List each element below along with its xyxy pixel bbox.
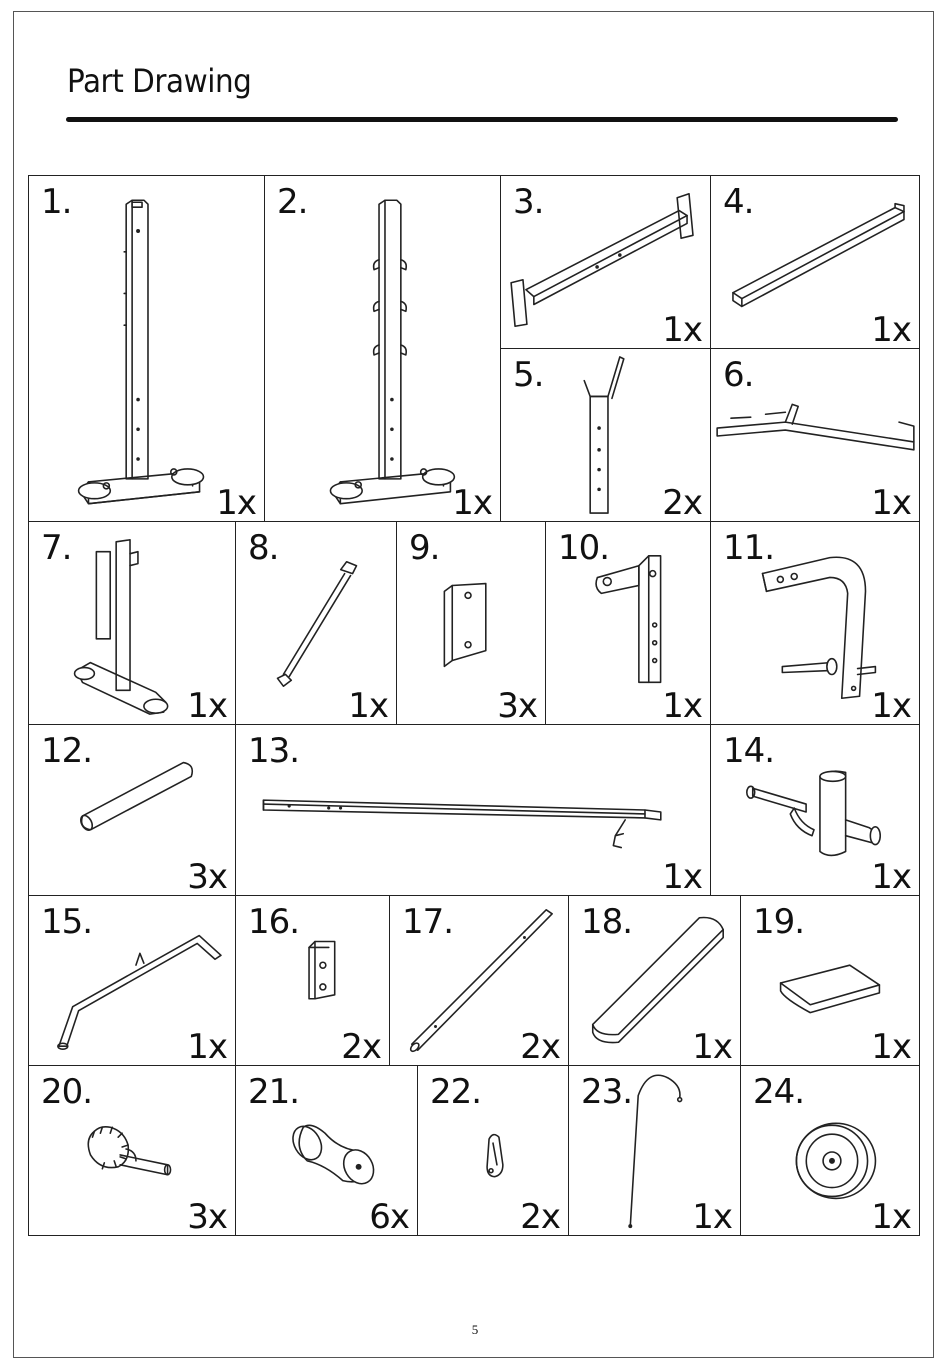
- part-cell-1: [28, 175, 265, 522]
- part-number: 8.: [248, 528, 279, 568]
- part-cell-24: [740, 1065, 920, 1236]
- part-number: 12.: [41, 731, 93, 771]
- part-cell-20: [28, 1065, 236, 1236]
- part-cell-8: [235, 521, 397, 725]
- part-number: 20.: [41, 1072, 93, 1112]
- part-number: 5.: [513, 355, 544, 395]
- upright-post-hooks-icon: [265, 176, 500, 521]
- part-cell-9: [396, 521, 546, 725]
- part-number: 18.: [581, 902, 633, 942]
- part-quantity: 6x: [369, 1197, 409, 1236]
- part-number: 16.: [248, 902, 300, 942]
- part-cell-16: [235, 895, 390, 1066]
- page-title: Part Drawing: [67, 62, 252, 100]
- part-number: 10.: [558, 528, 610, 568]
- part-number: 11.: [723, 528, 775, 568]
- part-cell-2: [264, 175, 501, 522]
- part-quantity: 2x: [341, 1027, 381, 1066]
- part-number: 19.: [753, 902, 805, 942]
- part-cell-13: [235, 724, 711, 896]
- title-underline: [66, 117, 898, 122]
- part-quantity: 2x: [520, 1027, 560, 1066]
- part-quantity: 1x: [348, 686, 388, 725]
- part-cell-22: [417, 1065, 569, 1236]
- part-number: 23.: [581, 1072, 633, 1112]
- part-quantity: 1x: [452, 483, 492, 522]
- part-quantity: 1x: [662, 686, 702, 725]
- part-cell-3: [500, 175, 711, 349]
- part-cell-6: [710, 348, 920, 522]
- part-number: 13.: [248, 731, 300, 771]
- part-quantity: 1x: [871, 1197, 911, 1236]
- part-cell-15: [28, 895, 236, 1066]
- part-number: 9.: [409, 528, 440, 568]
- part-number: 24.: [753, 1072, 805, 1112]
- part-quantity: 3x: [187, 857, 227, 896]
- part-number: 3.: [513, 182, 544, 222]
- part-quantity: 2x: [520, 1197, 560, 1236]
- part-quantity: 2x: [662, 483, 702, 522]
- part-number: 1.: [41, 182, 72, 222]
- part-quantity: 1x: [871, 1027, 911, 1066]
- part-quantity: 1x: [692, 1197, 732, 1236]
- part-number: 17.: [402, 902, 454, 942]
- part-cell-7: [28, 521, 236, 725]
- part-number: 4.: [723, 182, 754, 222]
- page-number: 5: [471, 1322, 479, 1337]
- part-quantity: 1x: [692, 1027, 732, 1066]
- part-cell-23: [568, 1065, 741, 1236]
- part-number: 15.: [41, 902, 93, 942]
- part-cell-18: [568, 895, 741, 1066]
- part-quantity: 1x: [871, 857, 911, 896]
- part-cell-19: [740, 895, 920, 1066]
- part-number: 6.: [723, 355, 754, 395]
- part-quantity: 1x: [187, 1027, 227, 1066]
- part-cell-4: [710, 175, 920, 349]
- upright-post-icon: [29, 176, 264, 521]
- part-cell-10: [545, 521, 711, 725]
- part-number: 14.: [723, 731, 775, 771]
- part-cell-14: [710, 724, 920, 896]
- part-quantity: 1x: [871, 686, 911, 725]
- part-number: 22.: [430, 1072, 482, 1112]
- part-quantity: 1x: [662, 310, 702, 349]
- part-quantity: 1x: [662, 857, 702, 896]
- part-number: 21.: [248, 1072, 300, 1112]
- part-quantity: 1x: [871, 483, 911, 522]
- part-cell-17: [389, 895, 569, 1066]
- part-number: 7.: [41, 528, 72, 568]
- part-quantity: 1x: [871, 310, 911, 349]
- part-cell-11: [710, 521, 920, 725]
- part-cell-5: [500, 348, 711, 522]
- part-quantity: 3x: [187, 1197, 227, 1236]
- part-quantity: 3x: [497, 686, 537, 725]
- part-cell-12: [28, 724, 236, 896]
- long-tube-pin-icon: [236, 725, 710, 895]
- part-number: 2.: [277, 182, 308, 222]
- part-quantity: 1x: [187, 686, 227, 725]
- part-cell-21: [235, 1065, 418, 1236]
- part-quantity: 1x: [216, 483, 256, 522]
